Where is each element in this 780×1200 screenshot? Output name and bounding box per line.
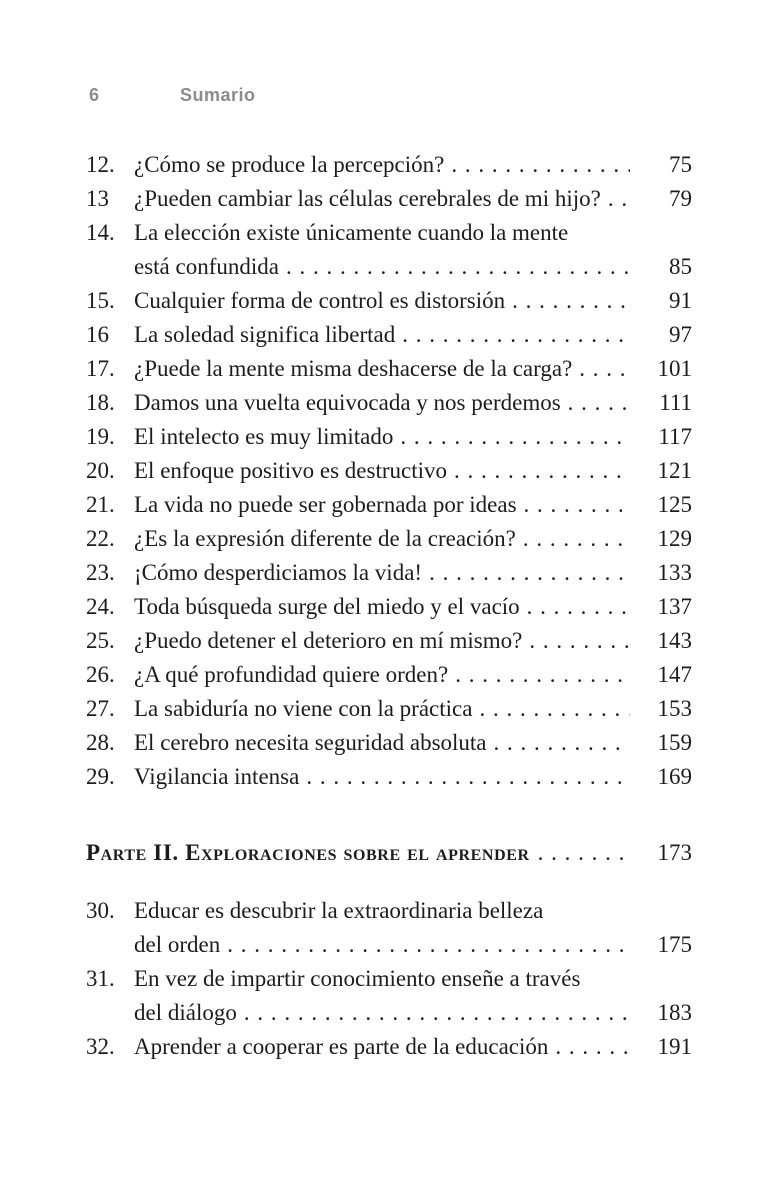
toc-entry-page: 125 — [657, 492, 692, 517]
toc-entry-line — [134, 148, 630, 182]
toc-entry-page: 159 — [657, 730, 692, 755]
toc-entry-title — [134, 454, 630, 488]
toc-entry-number: 22. — [86, 526, 115, 551]
toc-entry-page: 91 — [669, 288, 692, 313]
toc-entry-number: 20. — [86, 458, 115, 483]
toc-entry-page: 133 — [657, 560, 692, 585]
toc-entry-number: 29. — [86, 764, 115, 789]
toc-entry-page: 75 — [669, 152, 692, 177]
toc-part-heading — [86, 836, 692, 870]
dot-leader — [220, 928, 630, 962]
toc-entry-page: 191 — [657, 1034, 692, 1059]
toc-entry-title — [134, 284, 630, 318]
toc-entry — [86, 760, 692, 794]
toc-entry — [86, 318, 692, 352]
dot-leader — [522, 624, 630, 658]
toc-entry-title — [134, 522, 630, 556]
toc-entry-number: 28. — [86, 730, 115, 755]
dot-leader — [487, 726, 630, 760]
toc-entry-number: 16 — [86, 322, 109, 347]
toc-entry-page: 117 — [658, 424, 692, 449]
toc-entry-text: ¿Puedo detener el deterioro en mí mismo? — [134, 628, 523, 653]
toc-entry-page: 101 — [657, 356, 692, 381]
toc-entry — [86, 420, 692, 454]
toc-entry-line — [134, 352, 630, 386]
toc-entry-page: 97 — [669, 322, 692, 347]
toc-entry-title — [134, 488, 630, 522]
toc-entry-number: 26. — [86, 662, 115, 687]
toc-entry-text: El intelecto es muy limitado — [134, 424, 394, 449]
toc-entry — [86, 1030, 692, 1064]
toc-entry-number: 25. — [86, 628, 115, 653]
dot-leader — [237, 996, 630, 1030]
toc-entry-number: 17. — [86, 356, 115, 381]
toc-entry-line — [134, 318, 630, 352]
toc-entry-number: 13 — [86, 186, 109, 211]
toc-entry-text: ¡Cómo desperdiciamos la vida! — [134, 560, 423, 585]
toc-entry-text: ¿Es la expresión diferente de la creación? — [134, 526, 516, 551]
toc-entry-line — [134, 488, 630, 522]
toc-entry-title — [134, 352, 630, 386]
toc-entry-text: Damos una vuelta equivocada y nos perdemos — [134, 390, 561, 415]
toc-part-label: Parte II. Exploraciones sobre el aprender — [86, 840, 530, 865]
toc-entry-text: ¿Cómo se produce la percepción? — [134, 152, 445, 177]
toc-entry-page: 169 — [657, 764, 692, 789]
toc-entry-line — [134, 624, 630, 658]
toc-entry-title — [134, 624, 630, 658]
toc-entry-title — [134, 216, 630, 284]
toc-entry-line — [134, 726, 630, 760]
toc-entry-title — [134, 760, 630, 794]
page-number: 6 — [89, 85, 100, 105]
toc-entry-line — [134, 182, 630, 216]
toc-entry-page: 111 — [659, 390, 692, 415]
toc-entry-line — [134, 928, 630, 962]
dot-leader — [447, 454, 630, 488]
dot-leader — [395, 318, 630, 352]
table-of-contents — [86, 148, 692, 1064]
toc-entry-page: 129 — [657, 526, 692, 551]
toc-entry — [86, 454, 692, 488]
toc-entry-line — [134, 658, 630, 692]
dot-leader — [520, 590, 630, 624]
toc-entry — [86, 962, 692, 1030]
toc-entry-line — [134, 454, 630, 488]
toc-entry-line — [134, 760, 630, 794]
dot-leader — [299, 760, 630, 794]
toc-entry-title — [134, 1030, 630, 1064]
toc-entry-page: 183 — [657, 1000, 692, 1025]
toc-entry — [86, 148, 692, 182]
toc-entry-text: del orden — [134, 932, 221, 957]
toc-entry-line — [134, 250, 630, 284]
toc-entry — [86, 352, 692, 386]
toc-entry-text: Aprender a cooperar es parte de la educación — [134, 1034, 549, 1059]
toc-entry-number: 30. — [86, 898, 115, 923]
toc-entry-text: Cualquier forma de control es distorsión — [134, 288, 506, 313]
toc-entry-number: 24. — [86, 594, 115, 619]
toc-entry-title — [134, 894, 630, 962]
toc-part-body — [86, 836, 630, 870]
toc-entry — [86, 488, 692, 522]
toc-entry-line — [134, 216, 630, 250]
toc-entry-number: 27. — [86, 696, 115, 721]
toc-entry-title — [134, 962, 630, 1030]
dot-leader — [517, 488, 630, 522]
toc-entry-number: 23. — [86, 560, 115, 585]
toc-entry-line — [134, 692, 630, 726]
toc-entry-line — [134, 284, 630, 318]
dot-leader — [516, 522, 630, 556]
toc-entry-number: 31. — [86, 966, 115, 991]
dot-leader — [444, 148, 630, 182]
toc-entry-page: 153 — [657, 696, 692, 721]
toc-entry-text: La sabiduría no viene con la práctica — [134, 696, 473, 721]
toc-entry — [86, 692, 692, 726]
toc-entry-page: 85 — [669, 254, 692, 279]
toc-entry-text: del diálogo — [134, 1000, 237, 1025]
toc-entry-text: Toda búsqueda surge del miedo y el vacío — [134, 594, 520, 619]
toc-entry-number: 19. — [86, 424, 115, 449]
toc-entry-title — [134, 182, 630, 216]
toc-entry-line — [134, 962, 630, 996]
dot-leader — [279, 250, 630, 284]
toc-entry-text: La soledad significa libertad — [134, 322, 396, 347]
running-title: Sumario — [180, 85, 256, 105]
toc-entry — [86, 284, 692, 318]
toc-entry-number: 32. — [86, 1034, 115, 1059]
toc-entry-line — [134, 420, 630, 454]
toc-entry-text: La elección existe únicamente cuando la mente — [134, 220, 569, 245]
toc-entry-number: 14. — [86, 220, 115, 245]
toc-entry-title — [134, 386, 630, 420]
toc-entry-text: ¿Puede la mente misma deshacerse de la carga? — [134, 356, 573, 381]
toc-entry-line — [134, 386, 630, 420]
dot-leader — [572, 352, 630, 386]
toc-entry — [86, 386, 692, 420]
toc-entry-number: 21. — [86, 492, 115, 517]
toc-entry-title — [134, 590, 630, 624]
toc-entry — [86, 726, 692, 760]
toc-entry-text: Vigilancia intensa — [134, 764, 300, 789]
toc-entry-title — [134, 726, 630, 760]
toc-entry-number: 15. — [86, 288, 115, 313]
toc-entry-title — [134, 658, 630, 692]
toc-entry-title — [134, 692, 630, 726]
toc-entry-page: 121 — [657, 458, 692, 483]
toc-entry — [86, 658, 692, 692]
dot-leader — [448, 658, 630, 692]
toc-entry-line — [134, 1030, 630, 1064]
toc-entry-title — [134, 420, 630, 454]
toc-entry — [86, 590, 692, 624]
toc-entry-line — [134, 556, 630, 590]
toc-part-page: 173 — [657, 840, 692, 865]
toc-entry-line — [134, 996, 630, 1030]
toc-entry-text: Educar es descubrir la extraordinaria belleza — [134, 898, 544, 923]
toc-entry — [86, 624, 692, 658]
toc-entry-line — [134, 522, 630, 556]
dot-leader — [422, 556, 630, 590]
toc-entry-title — [134, 556, 630, 590]
toc-entry-line — [134, 894, 630, 928]
toc-entry-page: 175 — [657, 932, 692, 957]
dot-leader — [601, 182, 630, 216]
dot-leader — [393, 420, 630, 454]
toc-entry-line — [134, 590, 630, 624]
dot-leader — [472, 692, 630, 726]
toc-entry-text: En vez de impartir conocimiento enseñe a través — [134, 966, 581, 991]
toc-entry-page: 147 — [657, 662, 692, 687]
toc-entry-text: ¿A qué profundidad quiere orden? — [134, 662, 449, 687]
toc-entry — [86, 522, 692, 556]
toc-part-line — [86, 836, 630, 870]
toc-entry — [86, 556, 692, 590]
toc-entry-number: 12. — [86, 152, 115, 177]
dot-leader — [548, 1030, 630, 1064]
toc-entry-text: está confundida — [134, 254, 279, 279]
toc-entry-text: ¿Pueden cambiar las células cerebrales de mi hijo? — [134, 186, 601, 211]
toc-entry-text: El enfoque positivo es destructivo — [134, 458, 447, 483]
dot-leader — [561, 386, 630, 420]
toc-entry — [86, 182, 692, 216]
toc-entry-number: 18. — [86, 390, 115, 415]
toc-entry — [86, 894, 692, 962]
toc-entry-title — [134, 318, 630, 352]
dot-leader — [530, 836, 630, 870]
toc-entry-text: El cerebro necesita seguridad absoluta — [134, 730, 487, 755]
running-header — [0, 85, 780, 107]
toc-entry — [86, 216, 692, 284]
toc-entry-title — [134, 148, 630, 182]
toc-entry-text: La vida no puede ser gobernada por ideas — [134, 492, 517, 517]
dot-leader — [505, 284, 630, 318]
toc-entry-page: 143 — [657, 628, 692, 653]
toc-entry-page: 79 — [669, 186, 692, 211]
toc-entry-page: 137 — [657, 594, 692, 619]
